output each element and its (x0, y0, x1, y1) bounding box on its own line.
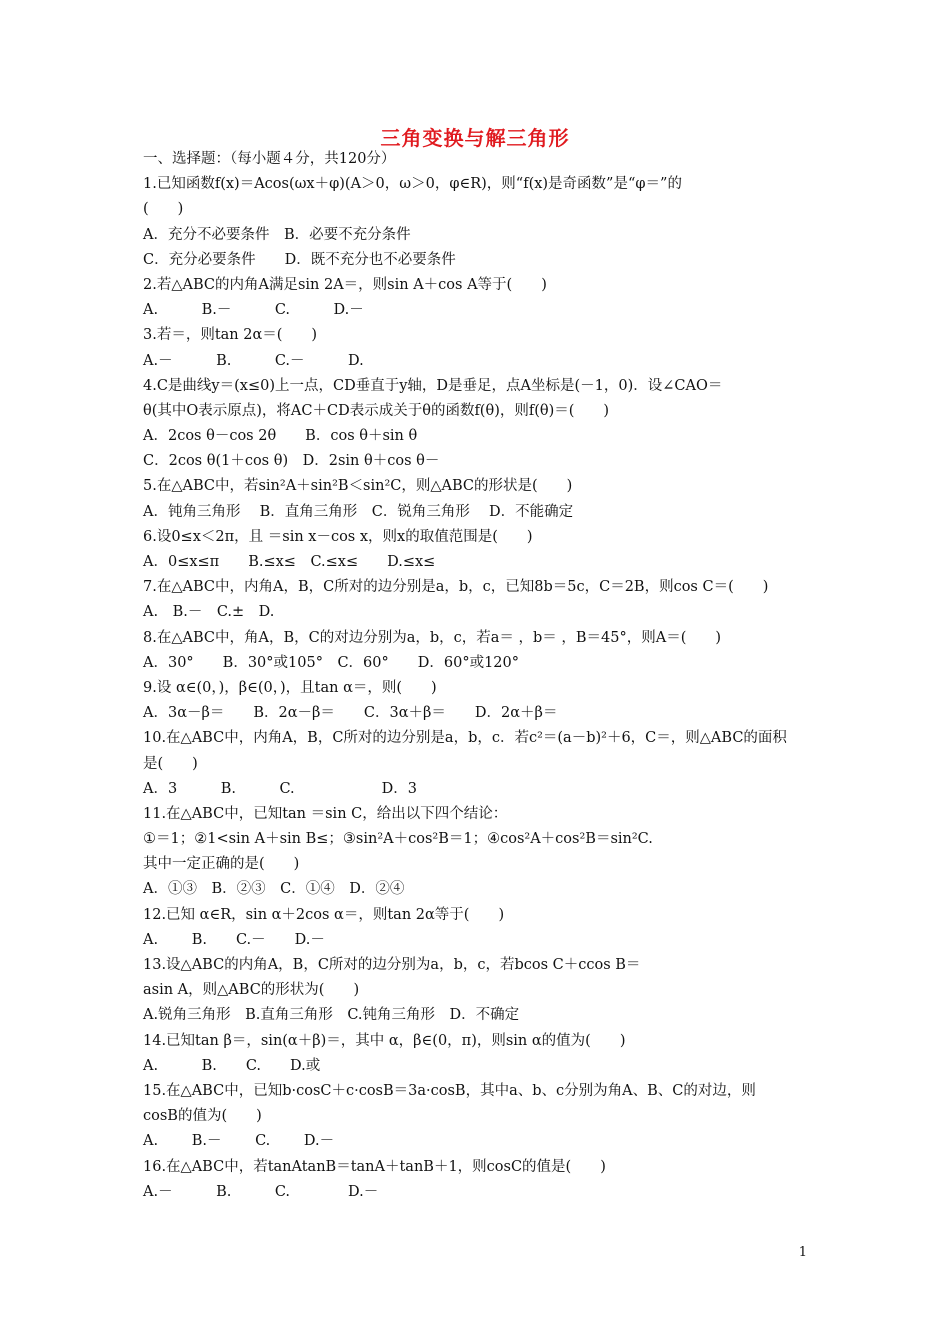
text-line: 4.C是曲线y＝(x≤0)上一点，CD垂直于y轴，D是垂足，点A坐标是(－1，0)．设∠CAO＝ (143, 377, 723, 394)
text-line: 其中一定正确的是( ) (143, 856, 300, 873)
text-line: ①＝1；②1<sin A＋sin B≤；③sin²A＋cos²B＝1；④cos²A＋cos²B＝sin²C. (143, 831, 653, 848)
text-line: C．充分必要条件 D．既不充分也不必要条件 (143, 251, 456, 268)
text-line: 6.设0≤x＜2π，且 ＝sin x－cos x，则x的取值范围是( ) (143, 528, 533, 545)
text-line: 一、选择题：（每小题４分，共120分） (143, 151, 396, 167)
text-line: 7.在△ABC中，内角A，B，C所对的边分别是a，b，c，已知8b＝5c，C＝2B，则cos C＝( ) (143, 579, 769, 596)
question-list (143, 147, 813, 1205)
text-line: 8.在△ABC中，角A，B，C的对边分别为a，b，c，若a＝ ，b＝ ，B＝45°，则A＝( ) (143, 629, 722, 646)
text-line: A．30° B．30°或105° C．60° D．60°或120° (143, 654, 520, 671)
text-line: 10.在△ABC中，内角A，B，C所对的边分别是a，b，c．若c²＝(a－b)²＋6，C＝，则△ABC的面积 (143, 730, 787, 747)
text-line: A. B.－ C. D.－ (143, 1133, 335, 1150)
text-line: 5.在△ABC中，若sin²A＋sin²B＜sin²C，则△ABC的形状是( ) (143, 478, 573, 495)
text-line: 9.设 α∈(0，)，β∈(0，)，且tan α＝，则( ) (143, 679, 437, 696)
text-line: A. B.－ C. D.－ (143, 302, 364, 319)
text-line: ( ) (143, 201, 184, 218)
text-line: A．3 B. C. D．3 (143, 780, 417, 797)
text-line: 2.若△ABC的内角A满足sin 2A＝，则sin A＋cos A等于( ) (143, 276, 547, 293)
text-line: 16.在△ABC中，若tanAtanB＝tanA＋tanB＋1，则cosC的值是( ) (143, 1158, 606, 1175)
text-line: A．①③ B．②③ C．①④ D．②④ (143, 881, 405, 898)
text-line: θ(其中O表示原点)，将AC＋CD表示成关于θ的函数f(θ)，则f(θ)＝( ) (143, 402, 610, 419)
text-line: cosB的值为( ) (143, 1108, 262, 1125)
text-line: A.－ B. C.－ D. (143, 352, 364, 369)
text-line: 14.已知tan β＝，sin(α＋β)＝，其中 α，β∈(0，π)，则sin α的值为( ) (143, 1032, 626, 1049)
text-line: C．2cos θ(1＋cos θ) D．2sin θ＋cos θ－ (143, 453, 440, 470)
text-line: A. B.－ C.± D. (143, 604, 275, 621)
text-line: A．2cos θ－cos 2θ B．cos θ＋sin θ (143, 428, 418, 445)
page-number: 1 (798, 1245, 807, 1260)
text-line: A. B. C.－ D.－ (143, 931, 325, 948)
text-line: A.－ B. C. D.－ (143, 1183, 379, 1200)
text-line: A.锐角三角形 B.直角三角形 C.钝角三角形 D．不确定 (143, 1007, 520, 1024)
text-line: A．3α－β＝ B．2α－β＝ C．3α＋β＝ D．2α＋β＝ (143, 705, 558, 722)
text-line: 11.在△ABC中，已知tan ＝sin C，给出以下四个结论： (143, 805, 508, 822)
text-line: 15.在△ABC中，已知b·cosC＋c·cosB＝3a·cosB，其中a、b、c分别为角A、B、C的对边，则 (143, 1082, 756, 1099)
text-line: A．钝角三角形 B．直角三角形 C．锐角三角形 D．不能确定 (143, 503, 574, 520)
text-line: A．充分不必要条件 B．必要不充分条件 (143, 226, 411, 243)
text-line: 1.已知函数f(x)＝Acos(ωx＋φ)(A＞0，ω＞0，φ∈R)，则“f(x)是奇函数”是“φ＝”的 (143, 176, 682, 193)
document-title: 三角变换与解三角形 (380, 126, 570, 150)
text-line: 12.已知 α∈R，sin α＋2cos α＝，则tan 2α等于( ) (143, 906, 505, 923)
text-line: 13.设△ABC的内角A，B，C所对的边分别为a，b，c，若bcos C＋ccos B＝ (143, 957, 641, 973)
text-line: A．0≤x≤π B.≤x≤ C.≤x≤ D.≤x≤ (143, 554, 436, 570)
text-line: 3.若＝，则tan 2α＝( ) (143, 327, 318, 344)
text-line: 是( ) (143, 755, 198, 772)
text-line: asin A，则△ABC的形状为( ) (143, 982, 360, 999)
text-line: A. B. C. D.或 (143, 1057, 321, 1074)
